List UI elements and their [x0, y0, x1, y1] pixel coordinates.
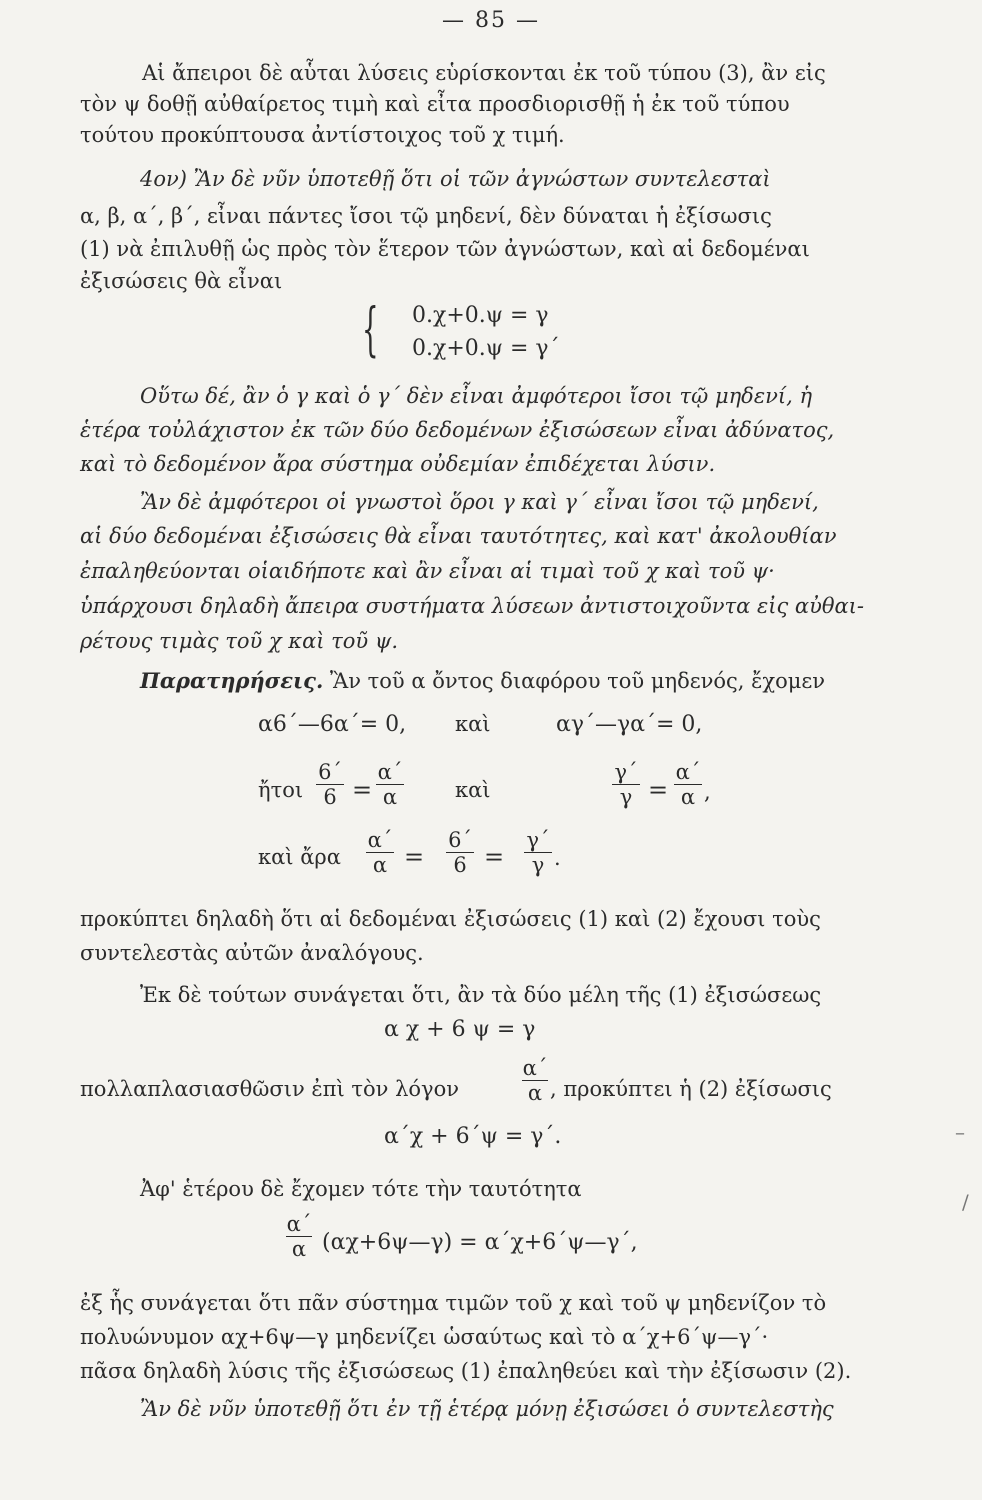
conjunction: καὶ: [455, 778, 491, 802]
margin-mark: –: [955, 1120, 965, 1144]
numerator: 6΄: [448, 828, 472, 852]
text-line: Αἱ ἄπειροι δὲ αὗται λύσεις εὑρίσκονται ἐκ τοῦ τύπου (3), ἂν εἰς: [142, 61, 826, 85]
equation-system-line: 0.χ+0.ψ = γ΄: [412, 336, 560, 361]
text-line: ἑτέρα τοὐλάχιστον ἐκ τῶν δύο δεδομένων ἐξισώσεων εἶναι ἀδύνατος,: [80, 418, 835, 442]
numerator: 6΄: [318, 760, 342, 784]
period: .: [554, 846, 561, 870]
word-itoi: ἤτοι: [258, 778, 304, 802]
text-line: ἐξ ἧς συνάγεται ὅτι πᾶν σύστημα τιμῶν τοῦ χ καὶ τοῦ ψ μηδενίζον τὸ: [80, 1291, 827, 1315]
numerator: α΄: [522, 1056, 548, 1080]
text-line: ὑπάρχουσι δηλαδὴ ἄπειρα συστήματα λύσεων ἀντιστοιχοῦντα εἰς αὐθαι-: [80, 594, 865, 618]
equation: α6΄—6α΄= 0,: [258, 712, 407, 737]
fraction: [524, 828, 552, 877]
margin-mark: /: [962, 1190, 969, 1214]
text-line: αἱ δύο δεδομέναι ἐξισώσεις θὰ εἶναι ταυτότητες, καὶ κατ' ἀκολουθίαν: [80, 524, 837, 548]
phrase-kai-ara: καὶ ἄρα: [258, 845, 341, 869]
section-heading: Παρατηρήσεις.: [140, 668, 324, 693]
comma: ,: [704, 780, 711, 804]
denominator: γ: [619, 785, 633, 809]
denominator: α: [372, 853, 388, 877]
text-line: τούτου προκύπτουσα ἀντίστοιχος τοῦ χ τιμή.: [80, 123, 565, 147]
fraction: [286, 1212, 312, 1261]
text-line: προκύπτει δηλαδὴ ὅτι αἱ δεδομέναι ἐξισώσεις (1) καὶ (2) ἔχουσι τοὺς: [80, 907, 821, 931]
text-line: συντελεστὰς αὐτῶν ἀναλόγους.: [80, 941, 424, 965]
denominator: 6: [453, 853, 467, 877]
fraction: [316, 760, 344, 809]
denominator: α: [527, 1081, 543, 1105]
text-line: ρέτους τιμὰς τοῦ χ καὶ τοῦ ψ.: [80, 629, 399, 653]
text-line: πολλαπλασιασθῶσιν ἐπὶ τὸν λόγον: [80, 1077, 459, 1101]
equation: αγ΄—γα΄= 0,: [556, 712, 703, 737]
denominator: α: [680, 785, 696, 809]
text-line: ἐπαληθεύονται οἱαιδήποτε καὶ ἂν εἶναι αἱ τιμαὶ τοῦ χ καὶ τοῦ ψ·: [80, 559, 775, 583]
text-line: 4ον) Ἂν δὲ νῦν ὑποτεθῇ ὅτι οἱ τῶν ἀγνώστων συντελεσταὶ: [140, 167, 771, 191]
text-line: (1) νὰ ἐπιλυθῇ ὡς πρὸς τὸν ἕτερον τῶν ἀγνώστων, καὶ αἱ δεδομέναι: [80, 237, 810, 261]
text-line: Ἀφ' ἑτέρου δὲ ἔχομεν τότε τὴν ταυτότητα: [140, 1177, 582, 1201]
fraction: [446, 828, 474, 877]
equals-sign: =: [484, 843, 505, 871]
text-line: τὸν ψ δοθῇ αὐθαίρετος τιμὴ καὶ εἶτα προσδιορισθῇ ἡ ἐκ τοῦ τύπου: [80, 92, 790, 116]
text-line: Ἂν δὲ ἀμφότεροι οἱ γνωστοὶ ὅροι γ καὶ γ΄ εἶναι ἴσοι τῷ μηδενί,: [140, 490, 819, 514]
equation: α΄χ + 6΄ψ = γ΄.: [384, 1124, 562, 1149]
equation-system-line: 0.χ+0.ψ = γ: [412, 303, 549, 328]
text-span: Ἂν τοῦ α ὄντος διαφόρου τοῦ μηδενός, ἔχομεν: [323, 669, 826, 693]
fraction: [522, 1056, 548, 1105]
denominator: α: [382, 785, 398, 809]
text-line: α, β, α΄, β΄, εἶναι πάντες ἴσοι τῷ μηδενί, δὲν δύναται ἡ ἐξίσωσις: [80, 204, 772, 228]
text-line: καὶ τὸ δεδομένον ἄρα σύστημα οὐδεμίαν ἐπιδέχεται λύσιν.: [80, 452, 716, 476]
page-number: — 85 —: [442, 8, 540, 33]
fraction: [366, 828, 394, 877]
fraction: [674, 760, 702, 809]
numerator: α΄: [367, 828, 393, 852]
equation: α χ + 6 ψ = γ: [384, 1017, 536, 1042]
system-brace: {: [362, 295, 379, 363]
text-line: Ἂν δὲ νῦν ὑποτεθῇ ὅτι ἐν τῇ ἑτέρᾳ μόνῃ ἐξισώσει ὁ συντελεστὴς: [140, 1397, 834, 1421]
text-line: πολυώνυμον αχ+6ψ—γ μηδενίζει ὡσαύτως καὶ τὸ α΄χ+6΄ψ—γ΄·: [80, 1325, 769, 1349]
numerator: α΄: [675, 760, 701, 784]
denominator: α: [291, 1237, 307, 1261]
denominator: γ: [531, 853, 545, 877]
equals-sign: =: [404, 843, 425, 871]
text-line: Ἐκ δὲ τούτων συνάγεται ὅτι, ἂν τὰ δύο μέλη τῆς (1) ἐξισώσεως: [140, 983, 822, 1007]
numerator: γ΄: [614, 760, 638, 784]
text-line: [140, 666, 970, 696]
numerator: γ΄: [526, 828, 550, 852]
equals-sign: =: [352, 776, 373, 804]
text-line: πᾶσα δηλαδὴ λύσις τῆς ἐξισώσεως (1) ἐπαληθεύει καὶ τὴν ἐξίσωσιν (2).: [80, 1359, 852, 1383]
equation: (αχ+6ψ—γ) = α΄χ+6΄ψ—γ΄,: [322, 1230, 638, 1255]
text-line: Οὕτω δέ, ἂν ὁ γ καὶ ὁ γ΄ δὲν εἶναι ἀμφότεροι ἴσοι τῷ μηδενί, ἡ: [140, 384, 813, 408]
conjunction: καὶ: [455, 712, 491, 736]
text-line: , προκύπτει ἡ (2) ἐξίσωσις: [550, 1077, 832, 1101]
denominator: 6: [323, 785, 337, 809]
fraction: [376, 760, 404, 809]
numerator: α΄: [377, 760, 403, 784]
text-line: ἐξισώσεις θὰ εἶναι: [80, 269, 283, 293]
fraction: [612, 760, 640, 809]
equals-sign: =: [648, 776, 669, 804]
numerator: α΄: [286, 1212, 312, 1236]
